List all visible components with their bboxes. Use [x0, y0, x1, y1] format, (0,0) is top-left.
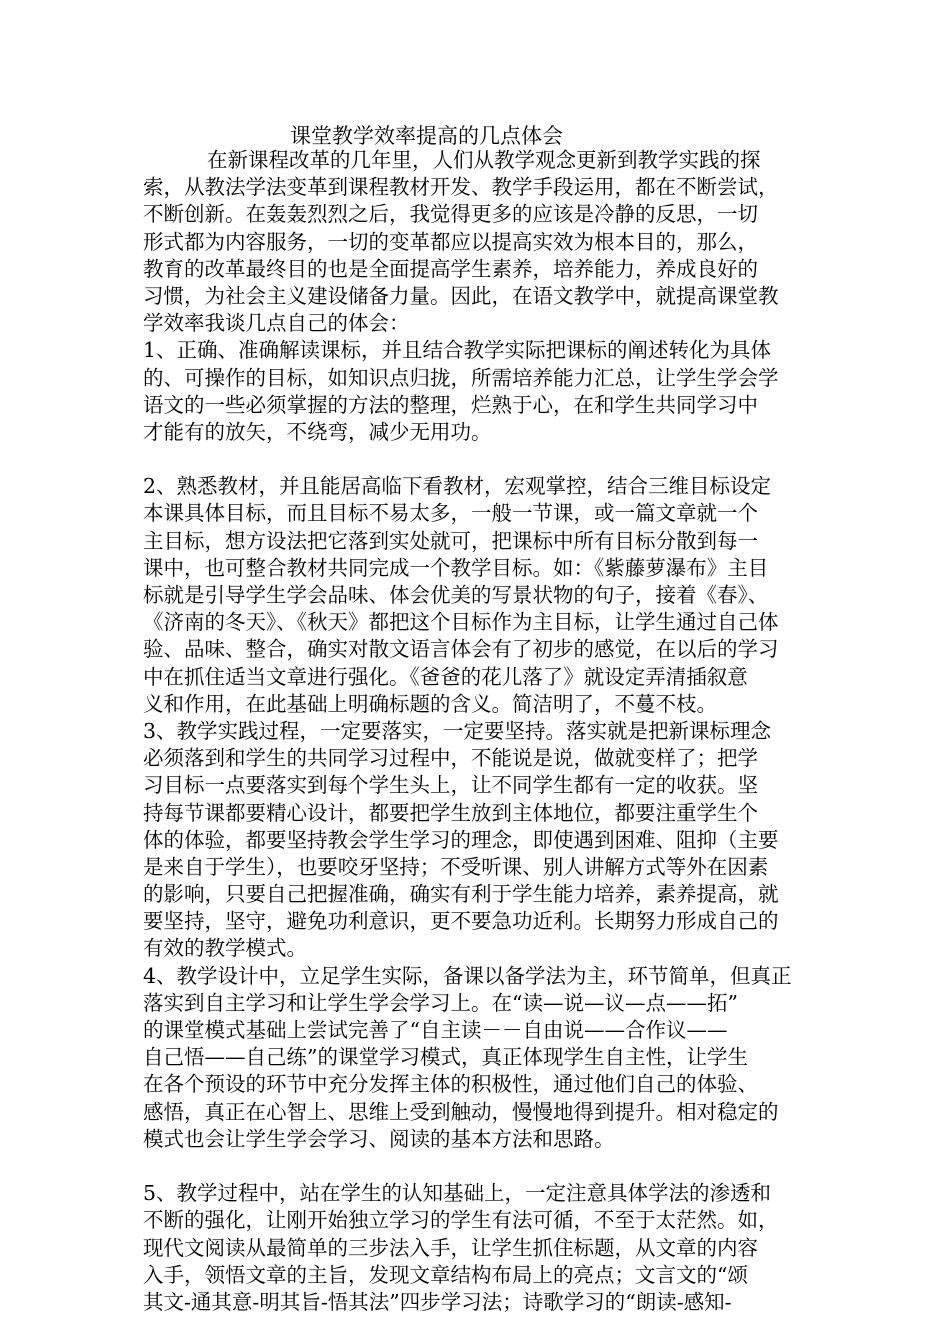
paragraph-line: 模式也会让学生学会学习、阅读的基本方法和思路。	[143, 1126, 615, 1151]
paragraph-line: 必须落到和学生的共同学习过程中，不能说是说，做就变样了；把学	[143, 746, 758, 771]
document-body	[143, 147, 813, 1316]
paragraph-line: 习惯，为社会主义建设储备力量。因此，在语文教学中，就提高课堂教	[143, 283, 779, 308]
paragraph-line: 有效的教学模式。	[143, 936, 307, 961]
paragraph-line: 索，从教法学法变革到课程教材开发、教学手段运用，都在不断尝试，	[143, 175, 779, 200]
paragraph-line: 形式都为内容服务，一切的变革都应以提高实效为根本目的，那么，	[143, 229, 758, 254]
paragraph-line: 习目标一点要落实到每个学生头上，让不同学生都有一定的收获。坚	[143, 773, 758, 798]
paragraph-line: 4、教学设计中，立足学生实际，备课以备学法为主，环节简单，但真正	[143, 963, 792, 988]
paragraph-line: 是来自于学生），也要咬牙坚持；不受听课、别人讲解方式等外在因素	[143, 854, 769, 879]
paragraph-line: 语文的一些必须掌握的方法的整理，烂熟于心，在和学生共同学习中	[143, 392, 758, 417]
paragraph-line: 主目标，想方设法把它落到实处就可，把课标中所有目标分散到每一	[143, 528, 758, 553]
blank-line	[143, 1153, 813, 1180]
paragraph-line: 的课堂模式基础上尝试完善了“自主读－－自由说——合作议——	[143, 1018, 728, 1042]
paragraph-line: 3、教学实践过程，一定要落实，一定要坚持。落实就是把新课标理念	[143, 718, 772, 743]
paragraph-line: 现代文阅读从最简单的三步法入手，让学生抓住标题，从文章的内容	[143, 1235, 758, 1260]
paragraph-line: 本课具体目标，而且目标不易太多，一般一节课，或一篇文章就一个	[143, 501, 758, 526]
paragraph-line: 的、可操作的目标，如知识点归拢，所需培养能力汇总，让学生学会学	[143, 365, 779, 390]
paragraph-line: 标就是引导学生学会品味、体会优美的写景状物的句子，接着《春》、	[143, 583, 769, 607]
paragraph-line: 义和作用，在此基础上明确标题的含义。简洁明了，不蔓不枝。	[143, 691, 717, 716]
paragraph-line: 其文-通其意-明其旨-悟其法”四步学习法；诗歌学习的“朗读-感知-	[143, 1289, 732, 1314]
paragraph-line: 学效率我谈几点自己的体会：	[143, 311, 410, 336]
paragraph-line: 入手，领悟文章的主旨，发现文章结构布局上的亮点；文言文的“颂	[143, 1262, 748, 1287]
paragraph-line: 教育的改革最终目的也是全面提高学生素养，培养能力，养成良好的	[143, 256, 758, 281]
paragraph-line: 中在抓住适当文章进行强化。《爸爸的花儿落了》就设定弄清插叙意	[143, 664, 748, 689]
paragraph-line: 1、正确、准确解读课标，并且结合教学实际把课标的阐述转化为具体	[143, 338, 772, 363]
paragraph-line: 体的体验，都要坚持教会学生学习的理念，即使遇到困难、阻抑（主要	[143, 827, 779, 852]
paragraph-line: 课中，也可整合教材共同完成一个教学目标。如：《紫藤萝瀑布》主目	[143, 555, 769, 580]
paragraph-line: 5、教学过程中，站在学生的认知基础上，一定注意具体学法的渗透和	[143, 1181, 772, 1206]
paragraph-line: 2、熟悉教材，并且能居高临下看教材，宏观掌控，结合三维目标设定	[143, 474, 772, 499]
paragraph-line: 感悟，真正在心智上、思维上受到触动，慢慢地得到提升。相对稳定的	[143, 1099, 779, 1124]
paragraph-line: 才能有的放矢，不绕弯，减少无用功。	[143, 419, 492, 444]
paragraph-line: 不断创新。在轰轰烈烈之后，我觉得更多的应该是冷静的反思，一切	[143, 202, 758, 227]
paragraph-line: 不断的强化，让刚开始独立学习的学生有法可循，不至于太茫然。如，	[143, 1208, 779, 1233]
paragraph-line: 落实到自主学习和让学生学会学习上。在“读—说—议—点——拓”	[143, 990, 738, 1015]
blank-line	[143, 446, 813, 473]
paragraph-line: 要坚持，坚守，避免功利意识，更不要急功近利。长期努力形成自己的	[143, 909, 779, 934]
paragraph-line: 在各个预设的环节中充分发挥主体的积极性，通过他们自己的体验、	[143, 1072, 758, 1097]
document-title: 课堂教学效率提高的几点体会	[290, 124, 563, 148]
paragraph-line: 验、品味、整合，确实对散文语言体会有了初步的感觉，在以后的学习	[143, 637, 779, 662]
paragraph-line: 持每节课都要精心设计，都要把学生放到主体地位，都要注重学生个	[143, 800, 758, 825]
paragraph-line: 在新课程改革的几年里，人们从教学观念更新到教学实践的探	[207, 148, 761, 172]
paragraph-line: 《济南的冬天》、《秋天》都把这个目标作为主目标，让学生通过自己体	[143, 610, 779, 635]
paragraph-line: 的影响，只要自己把握准确，确实有利于学生能力培养，素养提高，就	[143, 882, 779, 907]
paragraph-line: 自己悟——自己练”的课堂学习模式，真正体现学生自主性，让学生	[143, 1045, 748, 1070]
